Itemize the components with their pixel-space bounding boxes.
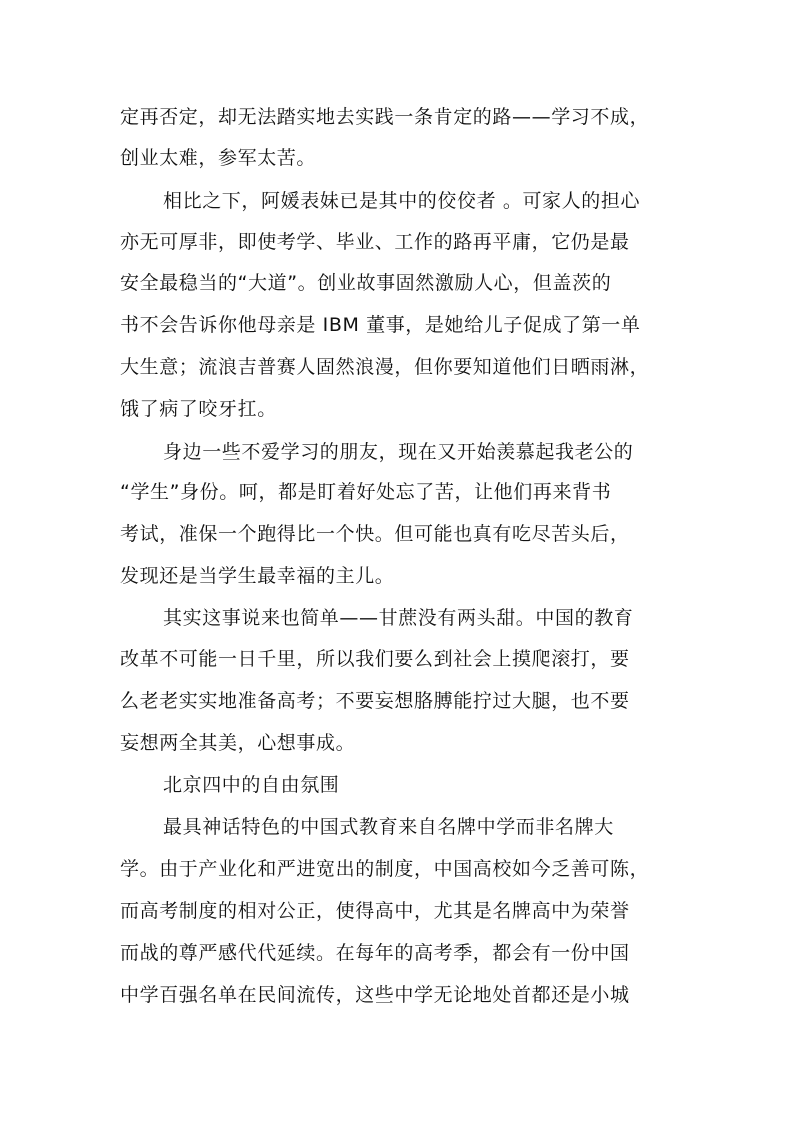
text-line: 发现还是当学生最幸福的主儿。 (120, 565, 395, 587)
text-line: 妄想两全其美，心想事成。 (120, 732, 356, 754)
text-line: 改革不可能一日千里，所以我们要么到社会上摸爬滚打，要 (120, 648, 630, 670)
text-line: 么老老实实地准备高考；不要妄想胳膊能拧过大腿，也不要 (120, 690, 630, 712)
text-line: 安全最稳当的“大道”。创业故事固然激励人心，但盖茨的 (120, 272, 612, 294)
paragraph-first-line: 身边一些不爱学习的朋友，现在又开始羡慕起我老公的 (163, 441, 634, 463)
paragraph-first-line: 最具神话特色的中国式教育来自名牌中学而非名牌大 (163, 816, 614, 838)
text-line: 而战的尊严感代代延续。在每年的高考季，都会有一份中国 (120, 942, 630, 964)
section-heading: 北京四中的自由氛围 (163, 774, 340, 796)
text-line: 饿了病了咬牙扛。 (120, 398, 277, 420)
paragraph-first-line: 相比之下，阿媛表妹已是其中的佼佼者 。可家人的担心 (163, 190, 641, 212)
text-line: 亦无可厚非，即使考学、毕业、工作的路再平庸，它仍是最 (120, 231, 630, 253)
text-line: 中学百强名单在民间流传，这些中学无论地处首都还是小城 (120, 984, 630, 1006)
text-line: 考试，准保一个跑得比一个快。但可能也真有吃尽苦头后， (120, 523, 630, 545)
text-line: “学生”身份。呵，都是盯着好处忘了苦，让他们再来背书 (120, 481, 612, 503)
text-line: 定再否定，却无法踏实地去实践一条肯定的路——学习不成， (120, 106, 650, 128)
text-line: 学。由于产业化和严进宽出的制度，中国高校如今乏善可陈， (120, 858, 650, 880)
text-line: 而高考制度的相对公正，使得高中，尤其是名牌高中为荣誉 (120, 900, 630, 922)
text-line: 书不会告诉你他母亲是 IBM 董事，是她给儿子促成了第一单 (120, 314, 641, 336)
text-line: 大生意；流浪吉普赛人固然浪漫，但你要知道他们日晒雨淋， (120, 356, 650, 378)
paragraph-first-line: 其实这事说来也简单——甘蔗没有两头甜。中国的教育 (163, 607, 634, 629)
text-line: 创业太难，参军太苦。 (120, 147, 317, 169)
